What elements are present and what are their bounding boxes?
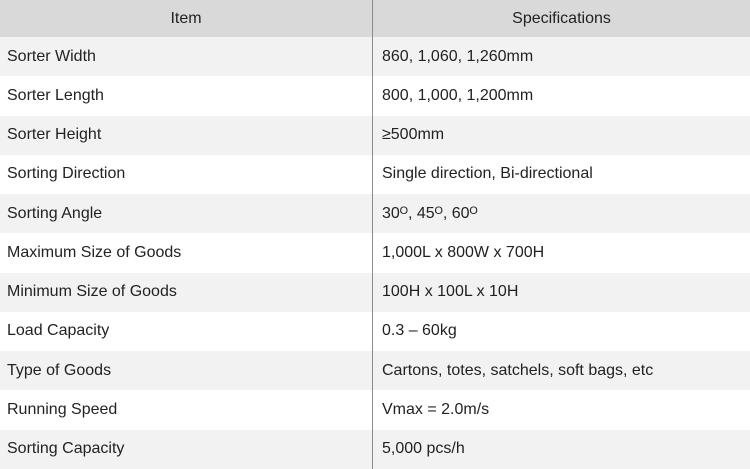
table-row — [0, 233, 750, 272]
table-header-row — [0, 0, 750, 37]
row-spec-value: 1,000L x 800W x 700H — [382, 243, 545, 261]
row-item-label: Minimum Size of Goods — [0, 273, 373, 312]
header-item: Item — [0, 0, 373, 37]
table-row — [0, 351, 750, 390]
header-specifications: Specifications — [512, 9, 611, 27]
row-spec-value: Vmax = 2.0m/s — [382, 401, 490, 419]
row-spec-value: Cartons, totes, satchels, soft bags, etc — [382, 361, 654, 379]
row-spec-value: 800, 1,000, 1,200mm — [382, 86, 534, 104]
table-row — [0, 273, 750, 312]
row-spec-value: 0.3 – 60kg — [382, 322, 457, 340]
row-item-label: Sorter Height — [0, 116, 373, 155]
row-item-label: Load Capacity — [0, 312, 373, 351]
row-spec-value: 100H x 100L x 10H — [382, 283, 519, 301]
row-spec-value: Single direction, Bi-directional — [382, 165, 593, 183]
row-item-label: Sorting Capacity — [0, 430, 373, 469]
row-spec-value: ≥500mm — [382, 126, 445, 144]
row-spec-value: 860, 1,060, 1,260mm — [382, 47, 534, 65]
table-row — [0, 312, 750, 351]
row-item-label: Maximum Size of Goods — [0, 233, 373, 272]
table-row — [0, 155, 750, 194]
row-item-label: Type of Goods — [0, 351, 373, 390]
table-row — [0, 116, 750, 155]
table-row — [0, 430, 750, 469]
row-item-label: Sorting Direction — [0, 155, 373, 194]
row-item-label: Sorter Length — [0, 76, 373, 115]
table-row — [0, 194, 750, 233]
row-item-label: Running Speed — [0, 390, 373, 429]
row-item-label: Sorter Width — [0, 37, 373, 76]
table-row — [0, 390, 750, 429]
row-spec-value: 5,000 pcs/h — [382, 440, 465, 458]
table-row — [0, 76, 750, 115]
row-item-label: Sorting Angle — [0, 194, 373, 233]
row-spec-value: 30ᴼ, 45ᴼ, 60ᴼ — [382, 204, 478, 222]
table-row — [0, 37, 750, 76]
